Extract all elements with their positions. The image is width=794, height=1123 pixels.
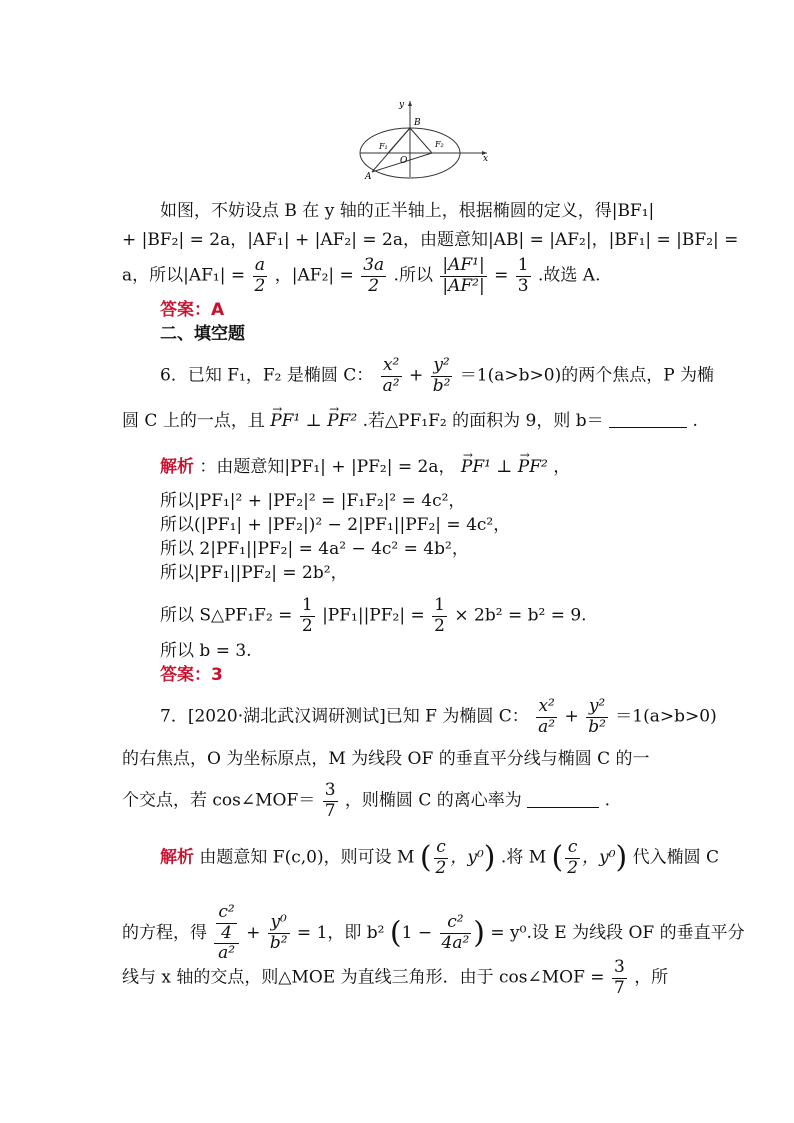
fraction: $\frac{\text{y⁰}}{\text{b²}}$ <box>269 912 288 953</box>
text: .所以 <box>393 265 433 286</box>
text: ，y⁰ <box>450 847 484 868</box>
label-f1: F₁ <box>379 142 388 151</box>
q7-question-line3 <box>122 781 610 821</box>
right-paren: ) <box>615 840 628 876</box>
q6-analysis-line2: 所以|PF₁|² + |PF₂|² = |F₁F₂|² = 4c²， <box>160 491 466 511</box>
text: = y⁰.设 E 为线段 OF 的垂直平分 <box>490 922 745 943</box>
q5-analysis-line2: + |BF₂| = 2a，|AF₁| + |AF₂| = 2a，由题意知|AB| = |AF₂|，|BF₁| = |BF₂| = <box>122 230 739 250</box>
section-title: 二、填空题 <box>160 324 245 344</box>
fraction: $\frac{\text{y²}}{\text{b²}}$ <box>588 696 606 737</box>
text: 线与 x 轴的交点，则△MOE 为直线三角形．由于 cos∠MOF = <box>122 967 605 988</box>
answer-blank[interactable] <box>609 426 687 428</box>
text: ， <box>553 457 571 477</box>
perp-sign: ⊥ <box>496 457 513 477</box>
plus-sign: + <box>564 706 579 727</box>
q6-analysis-line6 <box>160 596 587 636</box>
fraction: $\frac{\text{y²}}{\text{b²}}$ <box>432 355 451 396</box>
q7-question-line1 <box>160 697 717 737</box>
left-paren: ( <box>389 915 402 951</box>
text: a，所以|AF₁| = <box>122 265 246 286</box>
plus-sign: + <box>409 365 424 386</box>
text: 个交点，若 cos∠MOF＝ <box>122 790 316 811</box>
perp-sign: ⊥ <box>305 411 322 431</box>
q6-question-line1 <box>160 356 714 396</box>
fraction: $\frac{3a}{2}$ <box>363 255 385 296</box>
nested-fraction: $\frac{\frac{\text{c²}}{4}}{\text{a²}}$ <box>214 903 238 964</box>
fraction: $\frac{c}{2}$ <box>435 837 447 878</box>
y-arrow <box>408 101 412 106</box>
text: .将 M <box>500 847 547 868</box>
text: = <box>494 265 509 286</box>
plus-sign: + <box>246 922 261 943</box>
label-o: O <box>400 156 408 166</box>
fraction: $\frac{\text{x²}}{\text{a²}}$ <box>538 696 556 737</box>
q6-question-line2 <box>122 413 698 430</box>
fraction: $\frac{\text{x²}}{\text{a²}}$ <box>382 355 400 396</box>
q5-answer: 答案：A <box>160 300 225 320</box>
label-b: B <box>414 118 421 128</box>
q7-analysis-line1 <box>160 838 719 878</box>
q6-analysis-line7: 所以 b = 3. <box>160 641 252 661</box>
vector: → PF¹ <box>461 459 491 476</box>
text: ，y⁰ <box>582 847 616 868</box>
answer-blank[interactable] <box>527 806 599 808</box>
fraction: $\frac{3}{7}$ <box>324 780 336 821</box>
text: 代入椭圆 C <box>632 847 720 868</box>
vector: → PF¹ <box>270 413 300 430</box>
text: . <box>692 411 698 431</box>
text: 6．已知 F₁，F₂ 是椭圆 C： <box>160 365 374 386</box>
text: 圆 C 上的一点，且 <box>122 411 265 431</box>
fraction: $\frac{a}{2}$ <box>254 255 266 296</box>
label-x: x <box>483 154 489 164</box>
q6-answer: 答案：3 <box>160 665 223 685</box>
right-paren: ) <box>483 840 496 876</box>
text: . <box>604 790 610 811</box>
q5-analysis-line1: 如图，不妨设点 B 在 y 轴的正半轴上，根据椭圆的定义，得|BF₁| <box>160 201 655 221</box>
fraction: $\frac{1}{3}$ <box>517 255 529 296</box>
text: 由题意知 F(c,0)，则可设 M <box>199 847 415 868</box>
text: ，所 <box>634 967 669 988</box>
q5-analysis-line3 <box>122 256 601 296</box>
fraction: $\frac{c}{2}$ <box>567 837 579 878</box>
text: 1 − <box>401 922 433 943</box>
ellipse-figure <box>355 95 495 180</box>
q7-analysis-line2 <box>122 903 745 964</box>
label-y: y <box>399 100 405 110</box>
right-paren: ) <box>473 915 485 951</box>
text: = 1，即 b² <box>296 922 385 943</box>
q7-question-line2: 的右焦点，O 为坐标原点，M 为线段 OF 的垂直平分线与椭圆 C 的一 <box>122 749 650 769</box>
segment-bf2 <box>410 128 432 153</box>
q6-analysis-line5: 所以|PF₁||PF₂| = 2b²， <box>160 563 348 583</box>
left-paren: ( <box>419 840 432 876</box>
vector: → PF² <box>518 459 548 476</box>
label-f2: F₂ <box>435 140 444 149</box>
text: 所以 S△PF₁F₂ = <box>160 605 293 626</box>
text: ＝1(a>b>0) <box>615 706 717 727</box>
text: .故选 A. <box>538 265 601 286</box>
text: .若△PF₁F₂ 的面积为 9，则 b＝ <box>362 411 604 431</box>
analysis-label: 解析 <box>160 457 194 477</box>
q6-analysis-line4: 所以 2|PF₁||PF₂| = 4a² − 4c² = 4b²， <box>160 539 469 559</box>
label-a: A <box>365 172 372 180</box>
text: × 2b² = b² = 9. <box>454 605 587 626</box>
text: ＝1(a>b>0)的两个焦点，P 为椭 <box>459 365 715 386</box>
text: ，|AF₂| = <box>274 265 354 286</box>
q6-analysis-line3: 所以(|PF₁| + |PF₂|)² − 2|PF₁||PF₂| = 4c²， <box>160 515 511 535</box>
q6-analysis-line1 <box>160 459 570 476</box>
text: 的方程，得 <box>122 922 207 943</box>
fraction: $\frac{\text{c²}}{\text{4a²}}$ <box>441 912 470 953</box>
q7-analysis-line3 <box>122 958 668 998</box>
fraction: $\frac{1}{2}$ <box>301 595 313 636</box>
text: ：由题意知|PF₁| + |PF₂| = 2a， <box>199 457 456 477</box>
segment-bf1 <box>388 128 410 153</box>
text: |PF₁||PF₂| = <box>322 605 425 626</box>
fraction: $\frac{1}{2}$ <box>434 595 445 636</box>
text: ，则椭圆 C 的离心率为 <box>344 790 522 811</box>
vector: → PF² <box>327 413 357 430</box>
fraction: $\frac{3}{7}$ <box>613 957 625 998</box>
analysis-label: 解析 <box>160 847 194 868</box>
text: 7．[2020·湖北武汉调研测试]已知 F 为椭圆 C： <box>160 706 529 727</box>
fraction: $\frac{\text{|AF¹|}}{\text{|AF²|}}$ <box>442 255 485 296</box>
left-paren: ( <box>551 840 564 876</box>
